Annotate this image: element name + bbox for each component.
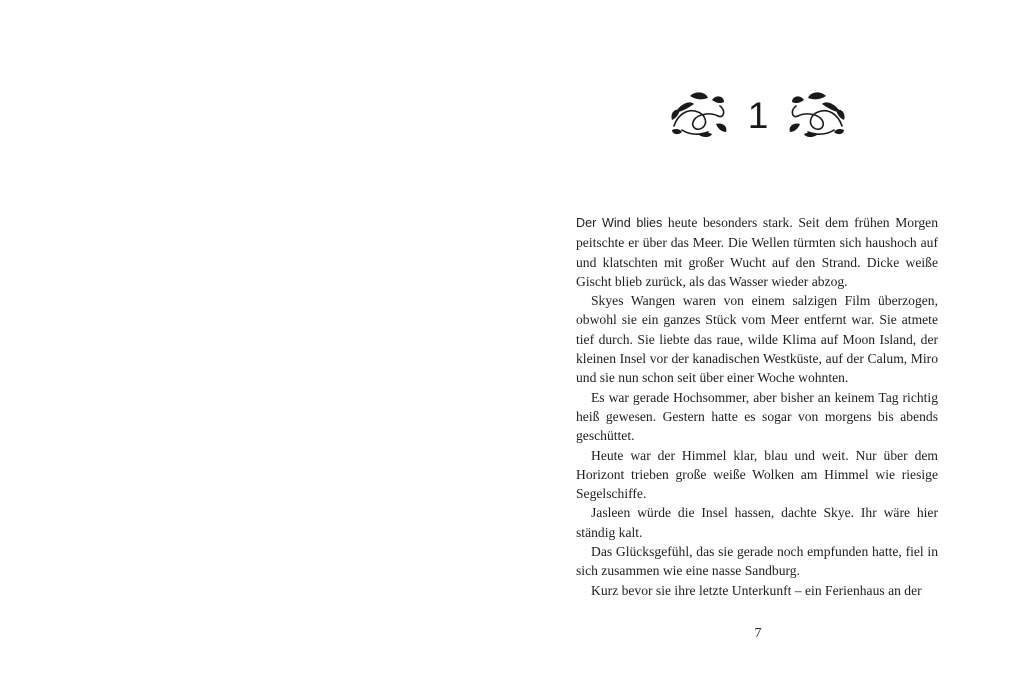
chapter-heading xyxy=(658,78,858,148)
page-number: 7 xyxy=(754,626,762,641)
chapter-text xyxy=(576,213,938,600)
paragraph-7: Kurz bevor sie ihre letzte Unterkunft – ein Ferienhaus an der xyxy=(591,582,922,598)
paragraph-6: Das Glücksgefühl, das sie gerade noch empfunden hatte, fiel in sich zusammen wie eine nasse Sandburg. xyxy=(576,544,938,579)
leaf-vine-ornament-right-icon xyxy=(784,86,848,140)
lead-in-text: Der Wind blies xyxy=(576,216,663,230)
paragraph-5: Jasleen würde die Insel hassen, dachte Skye. Ihr wäre hier ständig kalt. xyxy=(576,505,938,540)
chapter-number: 1 xyxy=(747,94,769,136)
paragraph-1 xyxy=(576,213,938,291)
paragraph-2: Skyes Wangen waren von einem salzigen Film überzogen, obwohl sie ein ganzes Stück vom Meer entfernt war. Sie atmete tief durch. Sie liebte das raue, wilde Klima auf Moon Island, der kleinen Insel vor der kanadischen Westküste, auf der Calum, Miro und sie nun schon seit über einer Woche wohnten. xyxy=(576,293,938,386)
paragraph-4: Heute war der Himmel klar, blau und weit. Nur über dem Horizont trieben große weiße Wolken am Himmel wie riesige Segelschiffe. xyxy=(576,447,938,502)
leaf-vine-ornament-left-icon xyxy=(668,86,732,140)
paragraph-1-text: heute besonders stark. Seit dem frühen Morgen peitschte er über das Meer. Die Wellen türmten sich haushoch auf und klatschten mit großer Wucht auf den Strand. Dicke weiße Gischt blieb zurück, als das Wasser wieder abzog. xyxy=(576,215,939,289)
paragraph-3: Es war gerade Hochsommer, aber bisher an keinem Tag richtig heiß gewesen. Gestern hatte es sogar von morgens bis abends geschüttet. xyxy=(576,389,938,444)
right-page xyxy=(510,0,1020,691)
